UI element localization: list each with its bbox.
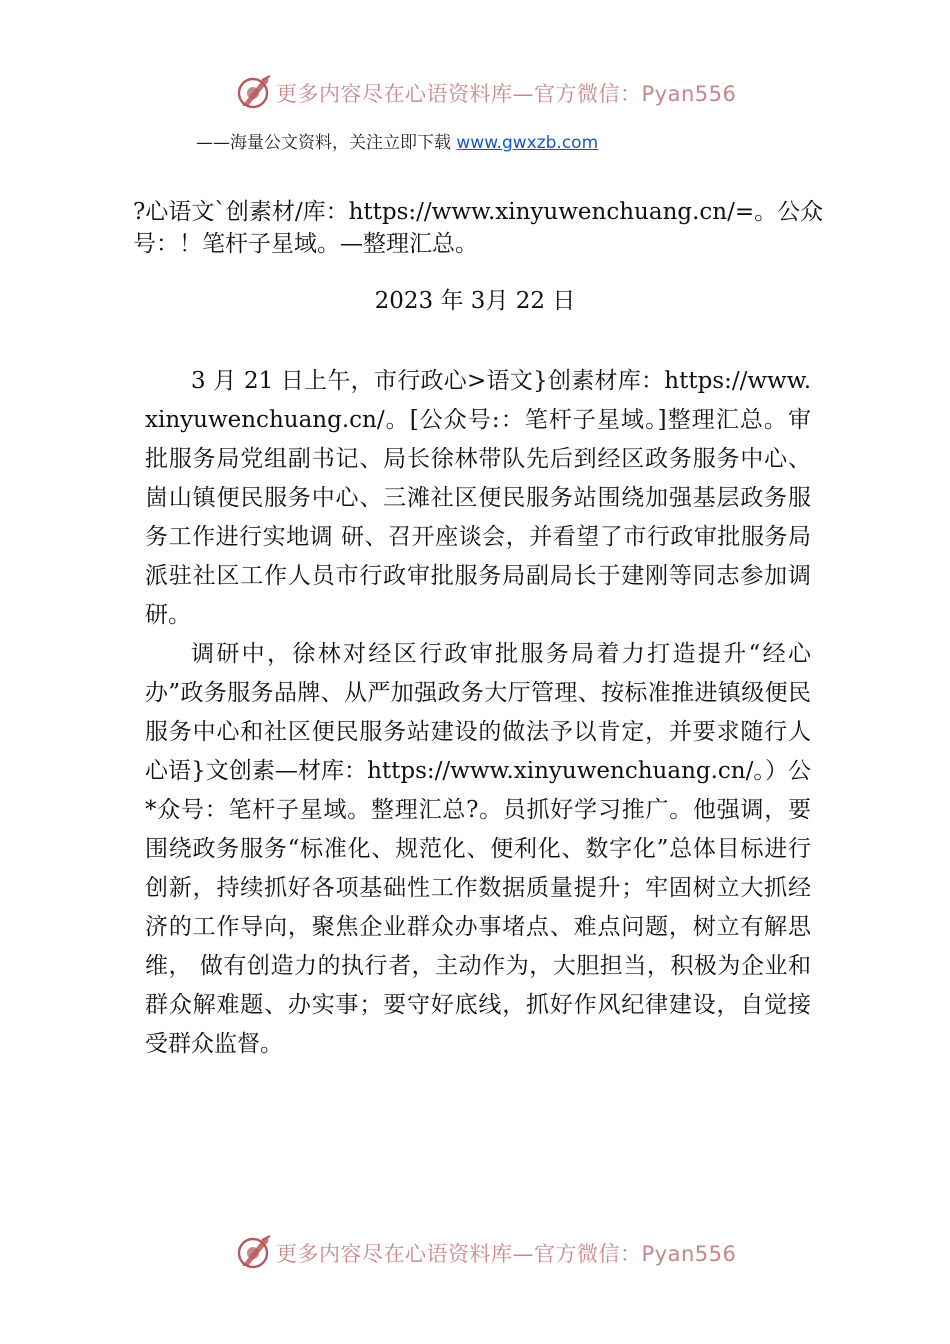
download-subline [196,128,598,153]
source-line: ?心语文`创素材/库：https://www.xinyuwenchuang.cn/=。公众号：！笔杆子星域。—整理汇总。 [133,199,824,257]
gwxzb-link[interactable]: www.gwxzb.com [456,133,599,153]
document-date: 2023 年 3月 22 日 [374,288,576,314]
footer-banner [0,1230,950,1274]
quill-logo-icon [234,72,274,112]
header-banner [0,70,950,114]
subline-prefix: ——海量公文资料，关注立即下载 [196,133,457,153]
article-body [145,362,811,1064]
paragraph-2: 调研中，徐林对经区行政审批服务局着力打造提升“经心办”政务服务品牌、从严加强政务大厅管理、按标准推进镇级便民服务中心和社区便民服务站建设的做法予以肯定，并要求随行人心语}文创素—材库：https://www.xinyuwenchuang.cn/。）公*众号：笔杆子星域。整理汇总?。员抓好学习推广。他强调，要围绕政务服务“标准化、规范化、便利化、数字化”总体目标进行创新，持续抓好各项基础性工作数据质量提升；牢固树立大抓经济的工作导向，聚焦企业群众办事堵点、难点问题，树立有解思维， 做有创造力的执行者，主动作为，大胆担当，积极为企业和群众解难题、办实事；要守好底线，抓好作风纪律建设，自觉接受群众监督。 [145,641,811,1057]
quill-logo-icon [234,1232,274,1272]
paragraph-1: 3 月 21 日上午，市行政心>语文}创素材库：https://www.xinyuwenchuang.cn/。[公众号:：笔杆子星域。]整理汇总。审批服务局党组副书记、局长徐林带队先后到经区政务服务中心、崮山镇便民服务中心、三滩社区便民服务站围绕加强基层政务服务工作进行实地调 研、召开座谈会，并看望了市行政审批服务局派驻社区工作人员市行政审批服务局副局长于建刚等同志参加调研。 [145,368,811,628]
header-banner-text: 更多内容尽在心语资料库—官方微信：Pyan556 [276,82,737,106]
footer-banner-text: 更多内容尽在心语资料库—官方微信：Pyan556 [276,1242,737,1266]
